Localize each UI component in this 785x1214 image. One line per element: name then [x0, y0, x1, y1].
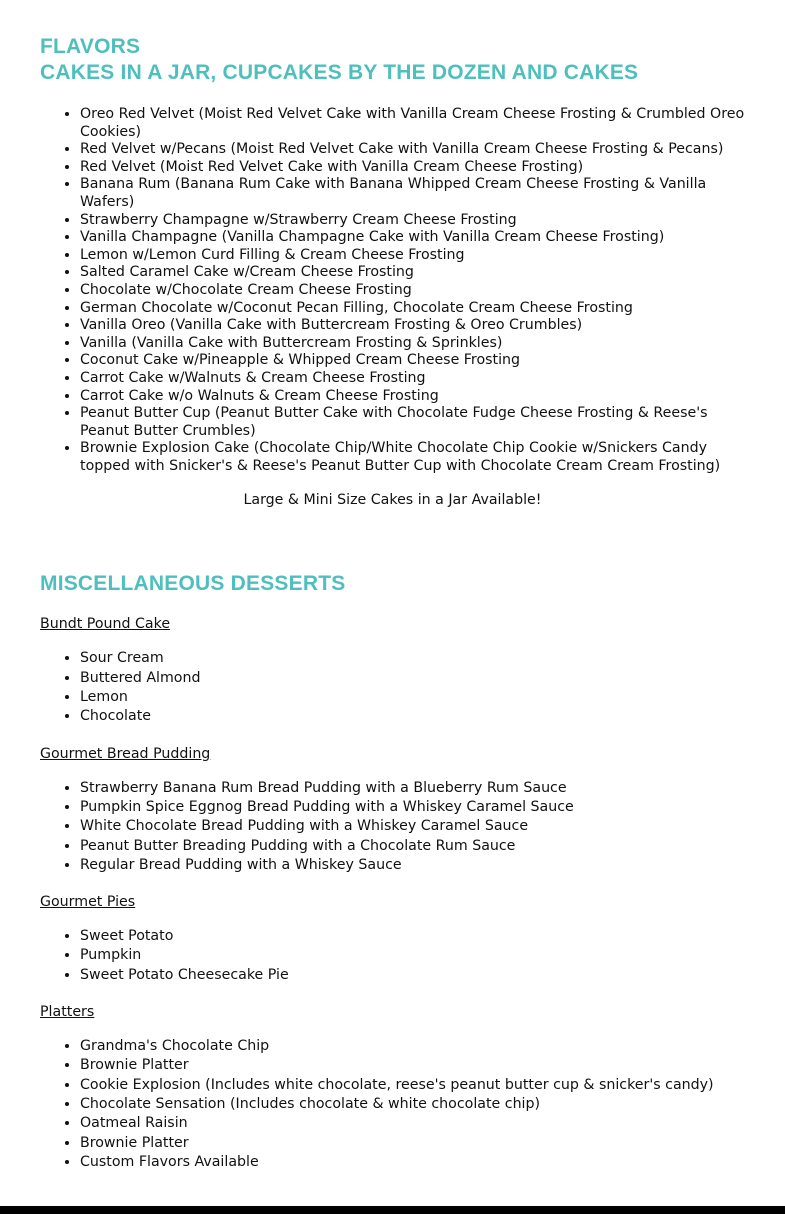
list-item: • Regular Bread Pudding with a Whiskey Sauce	[80, 856, 745, 875]
list-item: • Lemon w/Lemon Curd Filling & Cream Cheese Frosting	[80, 247, 745, 265]
list-item: • Chocolate w/Chocolate Cream Cheese Frosting	[80, 282, 745, 300]
list-item: • Brownie Explosion Cake (Chocolate Chip/White Chocolate Chip Cookie w/Snickers Candy topped with Snicker's & Reese's Peanut Butter Cup with Chocolate Cream Cream Frosting)	[80, 440, 745, 475]
gourmet-pies-list	[40, 927, 745, 985]
list-item: • Strawberry Champagne w/Strawberry Cream Cheese Frosting	[80, 212, 745, 230]
section-title-bread-pudding: Gourmet Bread Pudding	[40, 745, 211, 762]
list-item: • Coconut Cake w/Pineapple & Whipped Cream Cheese Frosting	[80, 352, 745, 370]
list-item: • Buttered Almond	[80, 669, 745, 688]
list-item: • Strawberry Banana Rum Bread Pudding with a Blueberry Rum Sauce	[80, 779, 745, 798]
flavors-heading-line2: CAKES IN A JAR, CUPCAKES BY THE DOZEN AND CAKES	[40, 61, 639, 84]
list-item: • Custom Flavors Available	[80, 1153, 745, 1172]
section-title-bundt-pound-cake: Bundt Pound Cake	[40, 616, 171, 633]
bread-pudding-list	[40, 779, 745, 875]
list-item: • Sour Cream	[80, 649, 745, 668]
list-item: • Cookie Explosion (Includes white chocolate, reese's peanut butter cup & snicker's candy)	[80, 1076, 745, 1095]
list-item: • White Chocolate Bread Pudding with a Whiskey Caramel Sauce	[80, 817, 745, 836]
list-item: • Vanilla (Vanilla Cake with Buttercream Frosting & Sprinkles)	[80, 335, 745, 353]
list-item: • Vanilla Champagne (Vanilla Champagne Cake with Vanilla Cream Cheese Frosting)	[80, 229, 745, 247]
list-item: • Carrot Cake w/Walnuts & Cream Cheese Frosting	[80, 370, 745, 388]
list-item: • Brownie Platter	[80, 1056, 745, 1075]
list-item: • Chocolate	[80, 707, 745, 726]
list-item: • Peanut Butter Cup (Peanut Butter Cake with Chocolate Fudge Cheese Frosting & Reese's Peanut Butter Crumbles)	[80, 405, 745, 440]
flavors-heading	[40, 34, 745, 86]
list-item: • Salted Caramel Cake w/Cream Cheese Frosting	[80, 264, 745, 282]
list-item: • Brownie Platter	[80, 1134, 745, 1153]
flavors-list	[40, 106, 745, 475]
section-title-platters: Platters	[40, 1004, 95, 1021]
list-item: • Sweet Potato Cheesecake Pie	[80, 966, 745, 985]
bundt-pound-cake-list	[40, 649, 745, 726]
list-item: • Oreo Red Velvet (Moist Red Velvet Cake with Vanilla Cream Cheese Frosting & Crumbled Oreo Cookies)	[80, 106, 745, 141]
section-title-gourmet-pies: Gourmet Pies	[40, 894, 136, 911]
list-item: • Sweet Potato	[80, 927, 745, 946]
list-item: • Banana Rum (Banana Rum Cake with Banana Whipped Cream Cheese Frosting & Vanilla Wafers)	[80, 176, 745, 211]
list-item: • Pumpkin	[80, 946, 745, 965]
list-item: • Carrot Cake w/o Walnuts & Cream Cheese Frosting	[80, 388, 745, 406]
list-item: • Pumpkin Spice Eggnog Bread Pudding with a Whiskey Caramel Sauce	[80, 798, 745, 817]
misc-desserts-heading: MISCELLANEOUS DESSERTS	[40, 572, 346, 596]
bottom-bar	[0, 1206, 785, 1214]
platters-list	[40, 1037, 745, 1172]
list-item: • Grandma's Chocolate Chip	[80, 1037, 745, 1056]
list-item: • Red Velvet w/Pecans (Moist Red Velvet Cake with Vanilla Cream Cheese Frosting & Pecans)	[80, 141, 745, 159]
flavors-heading-line1: FLAVORS	[40, 35, 141, 58]
list-item: • Vanilla Oreo (Vanilla Cake with Buttercream Frosting & Oreo Crumbles)	[80, 317, 745, 335]
list-item: • Red Velvet (Moist Red Velvet Cake with Vanilla Cream Cheese Frosting)	[80, 159, 745, 177]
list-item: • German Chocolate w/Coconut Pecan Filling, Chocolate Cream Cheese Frosting	[80, 300, 745, 318]
list-item: • Lemon	[80, 688, 745, 707]
list-item: • Peanut Butter Breading Pudding with a Chocolate Rum Sauce	[80, 837, 745, 856]
availability-note: Large & Mini Size Cakes in a Jar Available!	[243, 492, 542, 509]
list-item: • Oatmeal Raisin	[80, 1114, 745, 1133]
list-item: • Chocolate Sensation (Includes chocolate & white chocolate chip)	[80, 1095, 745, 1114]
